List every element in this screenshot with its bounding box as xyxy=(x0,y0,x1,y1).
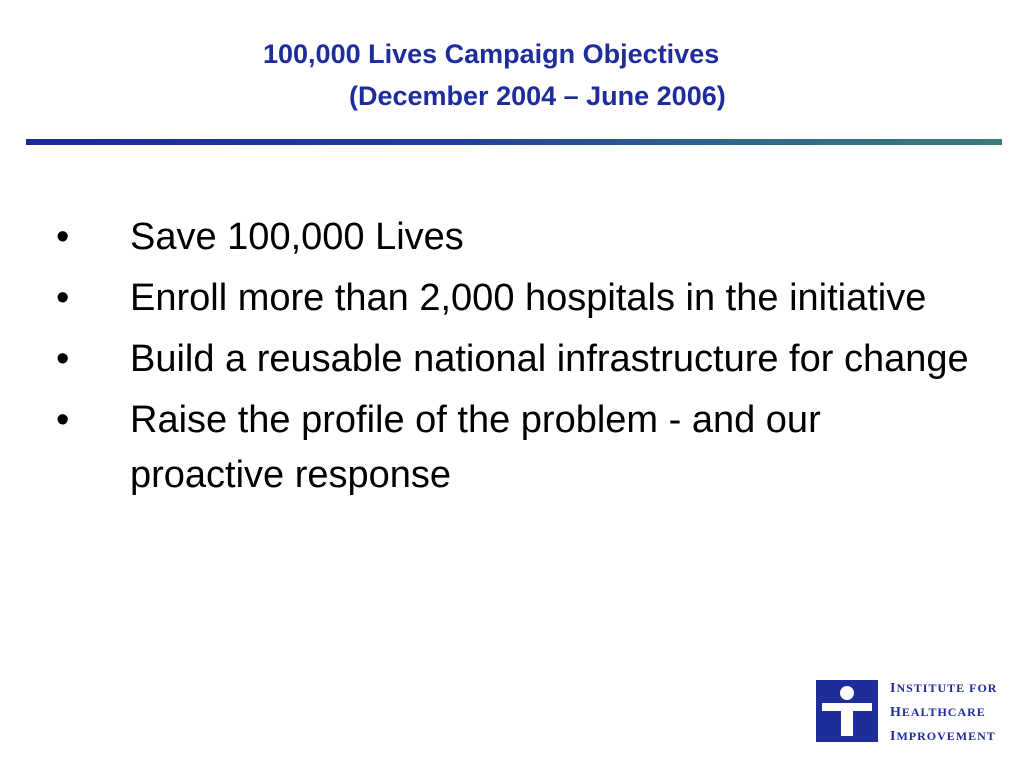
bullet-item xyxy=(56,271,976,326)
title-line-1: 100,000 Lives Campaign Objectives xyxy=(263,39,720,69)
bullet-text: Save 100,000 Lives xyxy=(130,216,464,258)
bullet-item xyxy=(56,332,976,387)
bullet-marker: • xyxy=(56,338,70,380)
bullet-text: Enroll more than 2,000 hospitals in the initiative xyxy=(130,277,927,319)
bullet-item xyxy=(56,210,976,265)
bullet-list xyxy=(56,210,976,509)
ihi-logo-text xyxy=(890,680,997,752)
bullet-item xyxy=(56,393,976,503)
ihi-logo-mark-icon xyxy=(816,680,878,742)
ihi-logo xyxy=(816,680,1006,744)
bullet-marker: • xyxy=(56,216,70,258)
bullet-text: Raise the profile of the problem - and our proactive response xyxy=(130,399,821,496)
logo-line-3: IMPROVEMENT xyxy=(890,729,996,744)
bullet-marker: • xyxy=(56,277,70,319)
title-line-2: (December 2004 – June 2006) xyxy=(349,81,726,111)
bullet-marker: • xyxy=(56,399,70,441)
logo-line-1: INSTITUTE FOR xyxy=(890,681,998,696)
logo-line-2: HEALTHCARE xyxy=(890,705,986,720)
bullet-text: Build a reusable national infrastructure for change xyxy=(130,338,969,380)
title-divider xyxy=(26,139,1002,145)
